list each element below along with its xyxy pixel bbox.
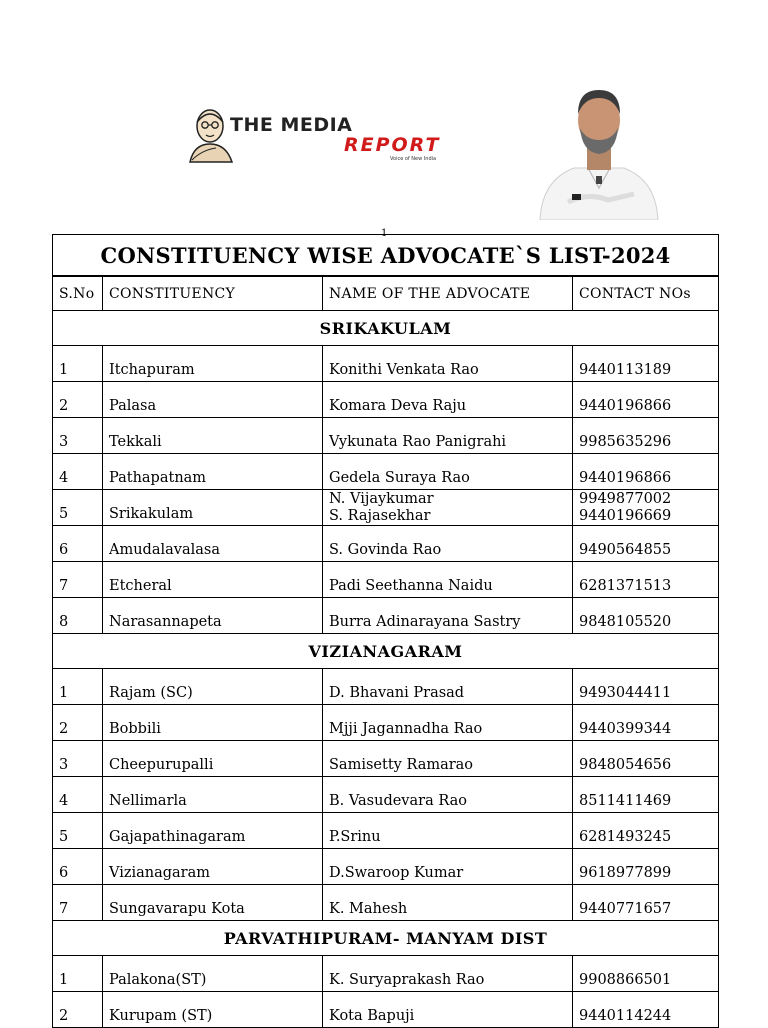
- section-row: [53, 921, 719, 956]
- advocate-name: K. Mahesh: [329, 901, 408, 917]
- header-contact: CONTACT NOs: [573, 276, 719, 311]
- advocate-name: P.Srinu: [329, 829, 381, 845]
- constituency-name: Sungavarapu Kota: [103, 885, 323, 921]
- advocate-name: Vykunata Rao Panigrahi: [329, 434, 507, 450]
- table-header-row: [53, 276, 719, 311]
- section-row: [53, 634, 719, 669]
- advocate-name: D.Swaroop Kumar: [329, 865, 464, 881]
- advocate-name: Samisetty Ramarao: [329, 757, 474, 773]
- advocate-name: B. Vasudevara Rao: [329, 793, 467, 809]
- advocate-cell: [323, 777, 573, 813]
- contact-cell: [573, 382, 719, 418]
- advocate-cell: [323, 992, 573, 1028]
- contact-number: 9440771657: [579, 901, 672, 917]
- serial-number: 6: [53, 526, 103, 562]
- contact-cell: [573, 490, 719, 526]
- contact-cell: [573, 777, 719, 813]
- serial-number: 6: [53, 849, 103, 885]
- constituency-name: Tekkali: [103, 418, 323, 454]
- logo-report: REPORT: [344, 134, 441, 156]
- serial-number: 4: [53, 454, 103, 490]
- table-row: [53, 956, 719, 992]
- serial-number: 3: [53, 418, 103, 454]
- table-row: [53, 813, 719, 849]
- table-row: [53, 598, 719, 634]
- advocate-cell: [323, 598, 573, 634]
- serial-number: 2: [53, 705, 103, 741]
- constituency-name: Etcheral: [103, 562, 323, 598]
- header-advocate: NAME OF THE ADVOCATE: [323, 276, 573, 311]
- advocate-cell: [323, 705, 573, 741]
- serial-number: 1: [53, 669, 103, 705]
- contact-number: 9440196669: [579, 507, 672, 524]
- advocate-cell: [323, 849, 573, 885]
- document-title: CONSTITUENCY WISE ADVOCATE`S LIST-2024: [53, 235, 719, 277]
- constituency-name: Vizianagaram: [103, 849, 323, 885]
- constituency-name: Pathapatnam: [103, 454, 323, 490]
- contact-cell: [573, 885, 719, 921]
- advocate-name: D. Bhavani Prasad: [329, 685, 465, 701]
- advocate-name: Gedela Suraya Rao: [329, 470, 470, 486]
- serial-number: 2: [53, 382, 103, 418]
- logo-title: THE MEDIA: [230, 114, 353, 136]
- table-row: [53, 777, 719, 813]
- contact-cell: [573, 956, 719, 992]
- advocate-name: Konithi Venkata Rao: [329, 362, 479, 378]
- section-heading: PARVATHIPURAM- MANYAM DIST: [53, 921, 719, 956]
- constituency-name: Bobbili: [103, 705, 323, 741]
- contact-cell: [573, 562, 719, 598]
- header-constituency: CONSTITUENCY: [103, 276, 323, 311]
- advocate-cell: [323, 454, 573, 490]
- page-number: 1: [381, 228, 388, 239]
- contact-number: 9848105520: [579, 614, 672, 630]
- contact-cell: [573, 598, 719, 634]
- advocate-cell: [323, 562, 573, 598]
- advocate-name: N. Vijaykumar: [329, 490, 434, 507]
- contact-number: 9440196866: [579, 470, 672, 486]
- serial-number: 1: [53, 956, 103, 992]
- contact-number: 9949877002: [579, 490, 672, 507]
- constituency-name: Kurupam (ST): [103, 992, 323, 1028]
- header-sno: S.No: [53, 276, 103, 311]
- table-row: [53, 562, 719, 598]
- advocate-name: Mjji Jagannadha Rao: [329, 721, 483, 737]
- serial-number: 5: [53, 813, 103, 849]
- table-row: [53, 526, 719, 562]
- contact-number: 9908866501: [579, 972, 672, 988]
- table-row: [53, 885, 719, 921]
- table-row: [53, 382, 719, 418]
- serial-number: 7: [53, 885, 103, 921]
- table-row: [53, 669, 719, 705]
- advocate-name: K. Suryaprakash Rao: [329, 972, 485, 988]
- serial-number: 1: [53, 346, 103, 382]
- constituency-name: Cheepurupalli: [103, 741, 323, 777]
- contact-number: 6281493245: [579, 829, 672, 845]
- constituency-name: Palasa: [103, 382, 323, 418]
- serial-number: 5: [53, 490, 103, 526]
- contact-number: 9440114244: [579, 1008, 672, 1024]
- advocate-name: Komara Deva Raju: [329, 398, 467, 414]
- contact-cell: [573, 526, 719, 562]
- contact-number: 9985635296: [579, 434, 672, 450]
- advocate-cell: [323, 885, 573, 921]
- contact-number: 9493044411: [579, 685, 672, 701]
- serial-number: 2: [53, 992, 103, 1028]
- advocate-name: Padi Seethanna Naidu: [329, 578, 493, 594]
- contact-cell: [573, 346, 719, 382]
- constituency-name: Rajam (SC): [103, 669, 323, 705]
- contact-number: 9848054656: [579, 757, 672, 773]
- table-row: [53, 454, 719, 490]
- advocate-cell: [323, 813, 573, 849]
- advocate-name: S. Govinda Rao: [329, 542, 442, 558]
- contact-cell: [573, 741, 719, 777]
- contact-cell: [573, 849, 719, 885]
- table-row: [53, 418, 719, 454]
- advocate-cell: [323, 490, 573, 526]
- contact-number: 9618977899: [579, 865, 672, 881]
- table-row: [53, 741, 719, 777]
- logo-tagline: Voice of New India: [390, 156, 437, 162]
- table-row: [53, 849, 719, 885]
- contact-cell: [573, 813, 719, 849]
- constituency-name: Narasannapeta: [103, 598, 323, 634]
- advocate-cell: [323, 526, 573, 562]
- table-row: [53, 490, 719, 526]
- document-title-row: [53, 235, 719, 277]
- advocate-name: S. Rajasekhar: [329, 507, 431, 524]
- advocate-name: Kota Bapuji: [329, 1008, 415, 1024]
- contact-cell: [573, 418, 719, 454]
- constituency-name: Srikakulam: [103, 490, 323, 526]
- advocate-name: Burra Adinarayana Sastry: [329, 614, 521, 630]
- gandhi-portrait-icon: [186, 104, 236, 164]
- advocate-cell: [323, 382, 573, 418]
- contact-number: 9490564855: [579, 542, 672, 558]
- contact-cell: [573, 992, 719, 1028]
- section-heading: VIZIANAGARAM: [53, 634, 719, 669]
- table-row: [53, 705, 719, 741]
- person-portrait: [538, 84, 660, 220]
- serial-number: 4: [53, 777, 103, 813]
- constituency-name: Gajapathinagaram: [103, 813, 323, 849]
- contact-number: 6281371513: [579, 578, 672, 594]
- contact-number: 9440113189: [579, 362, 672, 378]
- table-row: [53, 346, 719, 382]
- advocate-cell: [323, 669, 573, 705]
- serial-number: 3: [53, 741, 103, 777]
- contact-number: 8511411469: [579, 793, 672, 809]
- media-report-logo: [186, 104, 456, 168]
- constituency-name: Amudalavalasa: [103, 526, 323, 562]
- advocate-cell: [323, 346, 573, 382]
- advocate-list-table: [52, 234, 719, 1028]
- advocate-cell: [323, 956, 573, 992]
- constituency-name: Palakona(ST): [103, 956, 323, 992]
- contact-cell: [573, 454, 719, 490]
- contact-number: 9440399344: [579, 721, 672, 737]
- advocate-cell: [323, 418, 573, 454]
- contact-number: 9440196866: [579, 398, 672, 414]
- contact-cell: [573, 705, 719, 741]
- section-row: [53, 311, 719, 346]
- table-row: [53, 992, 719, 1028]
- serial-number: 7: [53, 562, 103, 598]
- advocate-cell: [323, 741, 573, 777]
- constituency-name: Nellimarla: [103, 777, 323, 813]
- section-heading: SRIKAKULAM: [53, 311, 719, 346]
- serial-number: 8: [53, 598, 103, 634]
- constituency-name: Itchapuram: [103, 346, 323, 382]
- contact-cell: [573, 669, 719, 705]
